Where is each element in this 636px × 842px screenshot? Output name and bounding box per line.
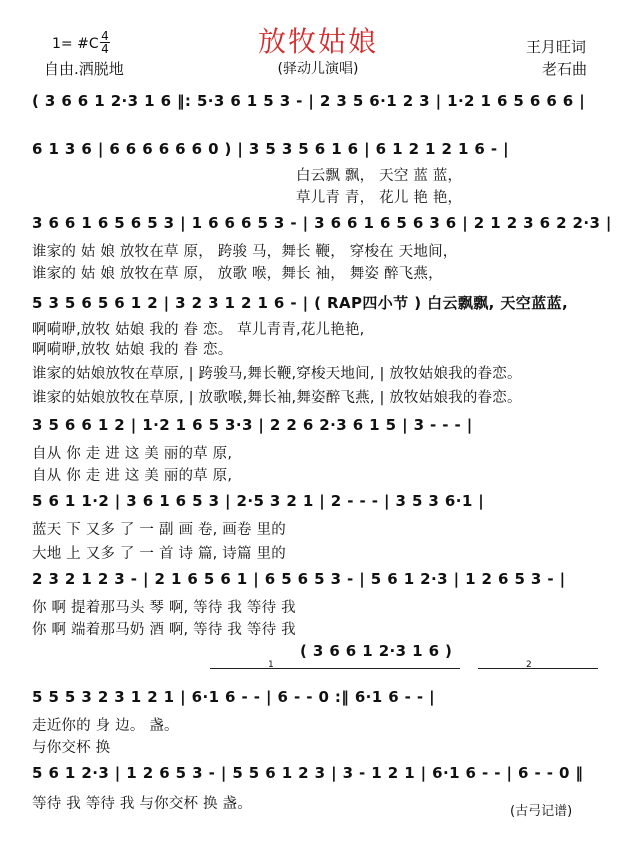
notation-row: 5 6 1 2·3 | 1 2 6 5 3 - | 5 5 6 1 2 3 | 3 - 1 2 1 | 6·1 6 - - | 6 - - 0 ‖ bbox=[32, 764, 584, 782]
lyric-row: 自从 你 走 进 这 美 丽的草 原, bbox=[32, 446, 233, 462]
notation-row: ( 3 6 6 1 2·3 1 6 ‖: 5·3 6 1 5 3 - | 2 3 5 6·1 2 3 | 1·2 1 6 5 6 6 6 | bbox=[32, 92, 586, 110]
song-title: 放牧姑娘 bbox=[257, 25, 378, 58]
notation-row: 6 1 3 6 | 6 6 6 6 6 6 0 ) | 3 5 3 5 6 1 6 | 6 1 2 1 2 1 6 - | bbox=[32, 140, 509, 158]
lyricist: 王月旺词 bbox=[526, 38, 587, 56]
volta-first-line bbox=[210, 668, 460, 669]
notation-row: ( 3 6 6 1 2·3 1 6 ) bbox=[300, 642, 453, 660]
lyric-row: 白云飘 飘， 天空 蓝 蓝， bbox=[296, 168, 463, 184]
lyric-row: 等待 我 等待 我 与你交杯 换 盏。 bbox=[32, 796, 252, 812]
lyric-row: 你 啊 端着那马奶 酒 啊, 等待 我 等待 我 bbox=[32, 622, 296, 638]
lyric-row: 你 啊 提着那马头 琴 啊, 等待 我 等待 我 bbox=[32, 600, 296, 616]
volta-second-label: 2 bbox=[526, 660, 532, 670]
key-signature: 1= #C bbox=[52, 36, 99, 52]
lyric-row: 谁家的 姑 娘 放牧在草 原， 跨骏 马，舞长 鞭， 穿梭在 天地间， bbox=[32, 244, 458, 260]
notation-row: 5 5 5 3 2 3 1 2 1 | 6·1 6 - - | 6 - - 0 :‖ 6·1 6 - - | bbox=[32, 688, 436, 706]
lyric-row: 谁家的 姑 娘 放牧在草 原， 放歌 喉，舞长 袖， 舞姿 醉飞燕， bbox=[32, 266, 443, 282]
lyric-row: 啊嗬咿,放牧 姑娘 我的 眷 恋。 草儿青青,花儿艳艳, bbox=[32, 322, 365, 338]
tempo-marking: 自由.洒脱地 bbox=[44, 60, 124, 78]
lyric-row: 大地 上 又多 了 一 首 诗 篇, 诗篇 里的 bbox=[32, 546, 286, 562]
transcriber-credit: (古弓记谱) bbox=[510, 804, 573, 819]
time-sig-top: 4 bbox=[101, 29, 109, 43]
lyric-row: 谁家的姑娘放牧在草原, | 放歌喉,舞长袖,舞姿醉飞燕, | 放牧姑娘我的眷恋。 bbox=[32, 390, 522, 406]
volta-second-line bbox=[478, 668, 598, 669]
lyric-row: 蓝天 下 又多 了 一 副 画 卷, 画卷 里的 bbox=[32, 522, 286, 538]
notation-row: 3 6 6 1 6 5 6 5 3 | 1 6 6 6 5 3 - | 3 6 6 1 6 5 6 3 6 | 2 1 2 3 6 2 2·3 | bbox=[32, 214, 612, 232]
lyric-row: 与你交杯 换 bbox=[32, 740, 111, 756]
notation-row: 5 6 1 1·2 | 3 6 1 6 5 3 | 2·5 3 2 1 | 2 - - - | 3 5 3 6·1 | bbox=[32, 492, 485, 510]
lyric-row: 自从 你 走 进 这 美 丽的草 原, bbox=[32, 468, 233, 484]
notation-row: 3 5 6 6 1 2 | 1·2 1 6 5 3·3 | 2 2 6 2·3 6 1 5 | 3 - - - | bbox=[32, 416, 473, 434]
singer: (驿动儿演唱) bbox=[277, 61, 359, 77]
composer: 老石曲 bbox=[542, 60, 588, 78]
lyric-row: 走近你的 身 边。 盏。 bbox=[32, 718, 179, 734]
lyric-row: 谁家的姑娘放牧在草原, | 跨骏马,舞长鞭,穿梭天地间, | 放牧姑娘我的眷恋。 bbox=[32, 366, 522, 382]
notation-row: 5 3 5 6 5 6 1 2 | 3 2 3 1 2 1 6 - | ( RAP四小节 ) 白云飘飘, 天空蓝蓝, bbox=[32, 294, 569, 312]
notation-row: 2 3 2 1 2 3 - | 2 1 6 5 6 1 | 6 5 6 5 3 - | 5 6 1 2·3 | 1 2 6 5 3 - | bbox=[32, 570, 566, 588]
volta-first-label: 1 bbox=[268, 660, 274, 670]
lyric-row: 草儿青 青， 花儿 艳 艳， bbox=[296, 190, 463, 206]
time-signature bbox=[100, 30, 110, 55]
time-sig-bottom: 4 bbox=[101, 42, 109, 56]
lyric-row: 啊嗬咿,放牧 姑娘 我的 眷 恋。 bbox=[32, 342, 233, 358]
